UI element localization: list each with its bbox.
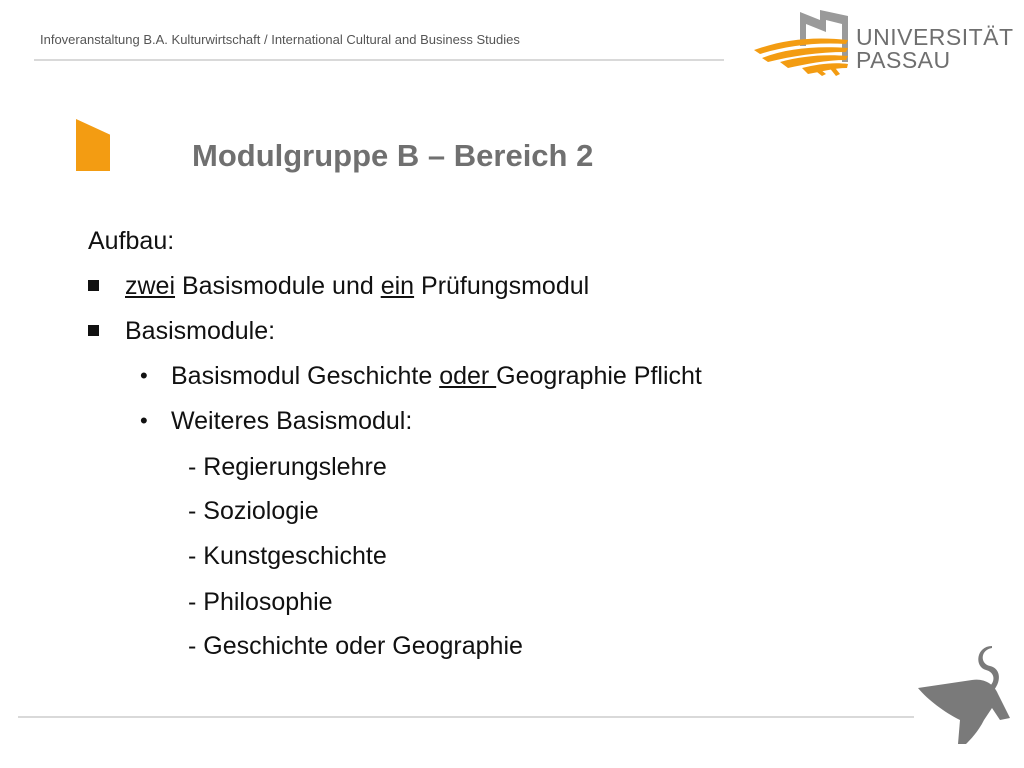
round-bullet-icon: • (140, 408, 148, 433)
slide-title: Modulgruppe B – Bereich 2 (192, 138, 594, 173)
option-item: - Regierungslehre (188, 453, 387, 481)
emphasis-oder: oder (439, 362, 497, 390)
intro-line (88, 224, 174, 258)
university-logo (752, 6, 1014, 78)
sub1-text1: Basismodul Geschichte (171, 362, 440, 390)
logo-word-universitaet: UNIVERSITÄT (856, 24, 1014, 50)
emphasis-zwei: zwei (125, 272, 176, 300)
emphasis-ein: ein (380, 272, 415, 300)
gate-wing-icon (752, 6, 856, 78)
item1-text2: Prüfungsmodul (414, 272, 590, 300)
round-bullet-icon: • (140, 363, 148, 388)
option-item: - Philosophie (188, 588, 333, 616)
intro-text: Aufbau: (88, 227, 175, 255)
footer-divider (18, 716, 914, 718)
header-divider (34, 59, 724, 61)
item2-text: Basismodule: (125, 317, 276, 345)
sub2-text: Weiteres Basismodul: (171, 407, 413, 435)
sub1-text2: Geographie Pflicht (496, 362, 702, 390)
option-item: - Geschichte oder Geographie (188, 632, 523, 660)
square-bullet-icon (88, 269, 99, 303)
logo-word-passau: PASSAU (856, 47, 951, 73)
option-item: - Soziologie (188, 497, 319, 525)
option-item: - Kunstgeschichte (188, 542, 387, 570)
square-bullet-icon (88, 314, 99, 348)
header-text: Infoveranstaltung B.A. Kulturwirtschaft / International Cultural and Business Studies (40, 32, 520, 47)
item1-text1: Basismodule und (175, 272, 381, 300)
slide-marker (76, 119, 110, 171)
footer-logo (914, 640, 1014, 752)
wolf-head-icon (914, 640, 1014, 752)
